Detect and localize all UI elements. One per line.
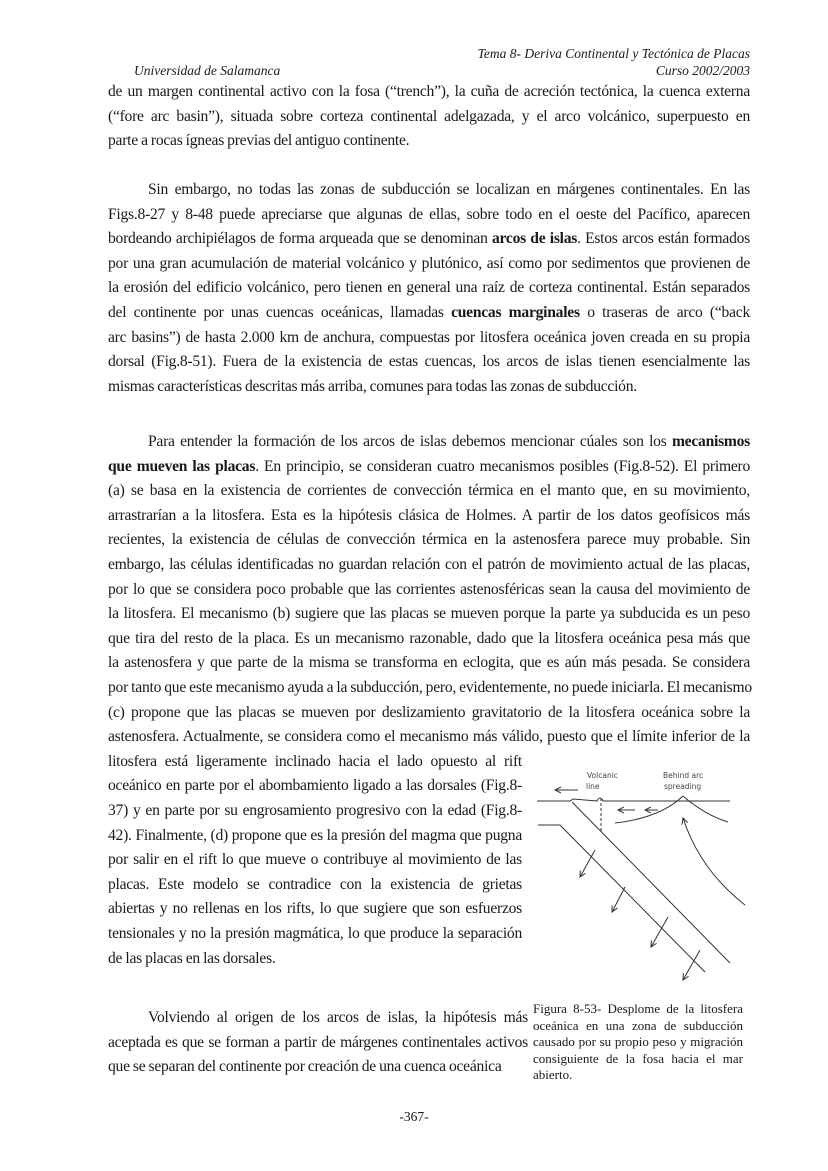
text-segment: bordeando archipiélagos de forma arqueada que se denominan bbox=[108, 230, 492, 248]
text-segment: 37) y en parte por su engrosamiento progresivo con la edad (Fig.8- bbox=[108, 802, 522, 819]
text-segment: de un margen continental activo con la fosa (“trench”), la cuña de acreción tectónica, la cuenca externa bbox=[108, 83, 750, 100]
text-segment: del continente por unas cuencas oceánicas, llamadas bbox=[108, 304, 452, 321]
page-number: -367- bbox=[399, 1109, 429, 1124]
bold-term: que mueven las placas bbox=[108, 457, 256, 475]
spreading-curve-right bbox=[683, 796, 728, 822]
text-segment: . Estos arcos están formados bbox=[577, 230, 750, 248]
label-behind-arc: Behind arc bbox=[663, 771, 704, 780]
text-segment: por salir en el rift lo que mueve o contribuye al movimiento de las bbox=[108, 851, 522, 869]
header-course-title: Tema 8- Deriva Continental y Tectónica de Placas bbox=[477, 46, 750, 61]
text-segment: mismas características descritas más arriba, comunes para todas las zonas de subducción. bbox=[108, 377, 637, 395]
text-segment: parte a rocas ígneas previas del antiguo continente. bbox=[108, 132, 410, 150]
text-segment: la erosión del edificio volcánico, pero tienen en general una raíz de corteza continental. Están separados bbox=[108, 279, 750, 297]
sinking-arrow-1 bbox=[580, 850, 595, 877]
text-segment: Volviendo al origen de los arcos de islas, la hipótesis más bbox=[148, 1009, 528, 1026]
text-segment: arrastrarían a la litosfera. Esta es la hipótesis clásica de Holmes. A partir de los datos geofísicos más bbox=[108, 506, 750, 524]
text-segment: por una gran acumulación de material volcánico y plutónico, así como por sedimentos que provienen de bbox=[108, 254, 750, 272]
text-segment: recientes, la existencia de células de convección térmica en la astenosfera parece muy probable. Sin bbox=[108, 531, 750, 549]
text-segment: de las placas en las dorsales. bbox=[108, 949, 276, 967]
text-segment: Para entender la formación de los arcos de islas debemos mencionar cúales son los bbox=[148, 433, 672, 450]
text-segment: por lo que se considera poco probable que las corrientes astenosféricas sean la causa del movimiento de bbox=[108, 580, 750, 598]
text-segment: litosfera está ligeramente inclinado hacia el lado opuesto al rift bbox=[108, 752, 522, 770]
text-segment: astenosfera. Actualmente, se considera como el mecanismo más válido, puesto que el límite inferior de la bbox=[108, 728, 750, 746]
text-segment: Figs.8-27 y 8-48 puede apreciarse que algunas de ellas, sobre todo en el oeste del Pacífico, aparecen bbox=[108, 205, 750, 223]
slab-bottom bbox=[538, 825, 705, 972]
label-volcanic: Volcanic bbox=[587, 771, 618, 780]
text-segment: por tanto que este mecanismo ayuda a la subducción, pero, evidentemente, no puede iniciarla. El mecanismo bbox=[108, 679, 752, 696]
header-course-year: Curso 2002/2003 bbox=[655, 63, 750, 78]
text-segment: (a) se basa en la existencia de corrientes de convección térmica en el manto que, en su movimiento, bbox=[108, 482, 750, 500]
header-university: Universidad de Salamanca bbox=[134, 63, 281, 78]
text-segment: la litosfera. El mecanismo (b) sugiere que las placas se mueven porque la parte ya subducida es un peso bbox=[108, 605, 750, 623]
label-spreading: spreading bbox=[664, 782, 702, 791]
surface-line bbox=[537, 798, 730, 801]
bold-term: arcos de islas bbox=[491, 230, 578, 248]
text-segment: Sin embargo, no todas las zonas de subducción se localizan en márgenes continentales. En las bbox=[148, 181, 750, 198]
text-segment: la astenosfera y que parte de la misma se transforma en eclogita, que es aún más pesada. Se considera bbox=[108, 654, 750, 672]
sinking-arrow-2 bbox=[612, 887, 625, 912]
label-line: line bbox=[586, 782, 600, 791]
text-segment: . En principio, se consideran cuatro mecanismos posibles (Fig.8-52). El primero bbox=[255, 457, 750, 475]
text-segment: aceptada es que se forman a partir de márgenes continentales activos bbox=[108, 1033, 528, 1051]
text-segment: que se separan del continente por creación de una cuenca oceánica bbox=[108, 1058, 502, 1076]
text-segment: embargo, las células identificadas no guardan relación con el patrón de movimiento actual de las placas, bbox=[108, 556, 750, 573]
text-segment: o traseras de arco (“back bbox=[579, 304, 750, 321]
text-segment: abiertas y no rellenas en los rifts, lo que sugiere que son esfuerzos bbox=[108, 900, 522, 918]
figure-caption: Figura 8-53- Desplome de la litosfera oceánica en una zona de subducción causado por su propio peso y migración consiguiente de la fosa hacia el mar abierto. bbox=[533, 1001, 743, 1082]
bold-term: mecanismos bbox=[671, 433, 750, 450]
text-segment: arc basins”) de hasta 2.000 km de anchura, compuestas por litosfera oceánica joven creada en su propia bbox=[108, 328, 750, 346]
text-segment: tensionales y no la presión magmática, lo que produce la separación bbox=[108, 925, 522, 942]
text-segment: placas. Este modelo se contradice con la existencia de grietas bbox=[108, 875, 522, 893]
text-segment: 42). Finalmente, (d) propone que es la presión del magma que pugna bbox=[108, 826, 522, 844]
text-segment: que tira del resto de la placa. Es un mecanismo razonable, dado que la litosfera oceánica pesa más que bbox=[108, 629, 750, 647]
text-segment: (c) propone que las placas se mueven por deslizamiento gravitatorio de la litosfera oceánica sobre la bbox=[108, 703, 750, 721]
text-segment: (“fore arc basin”), situada sobre corteza continental adelgazada, y el arco volcánico, superpuesto en bbox=[108, 107, 750, 125]
slab-top bbox=[572, 802, 730, 963]
convection-curve bbox=[683, 818, 745, 905]
text-segment: oceánico en parte por el abombamiento ligado a las dorsales (Fig.8- bbox=[108, 777, 522, 795]
bold-term: cuencas marginales bbox=[451, 304, 580, 321]
text-segment: dorsal (Fig.8-51). Fuera de la existencia de estas cuencas, los arcos de islas tienen esencialmente las bbox=[108, 353, 750, 371]
